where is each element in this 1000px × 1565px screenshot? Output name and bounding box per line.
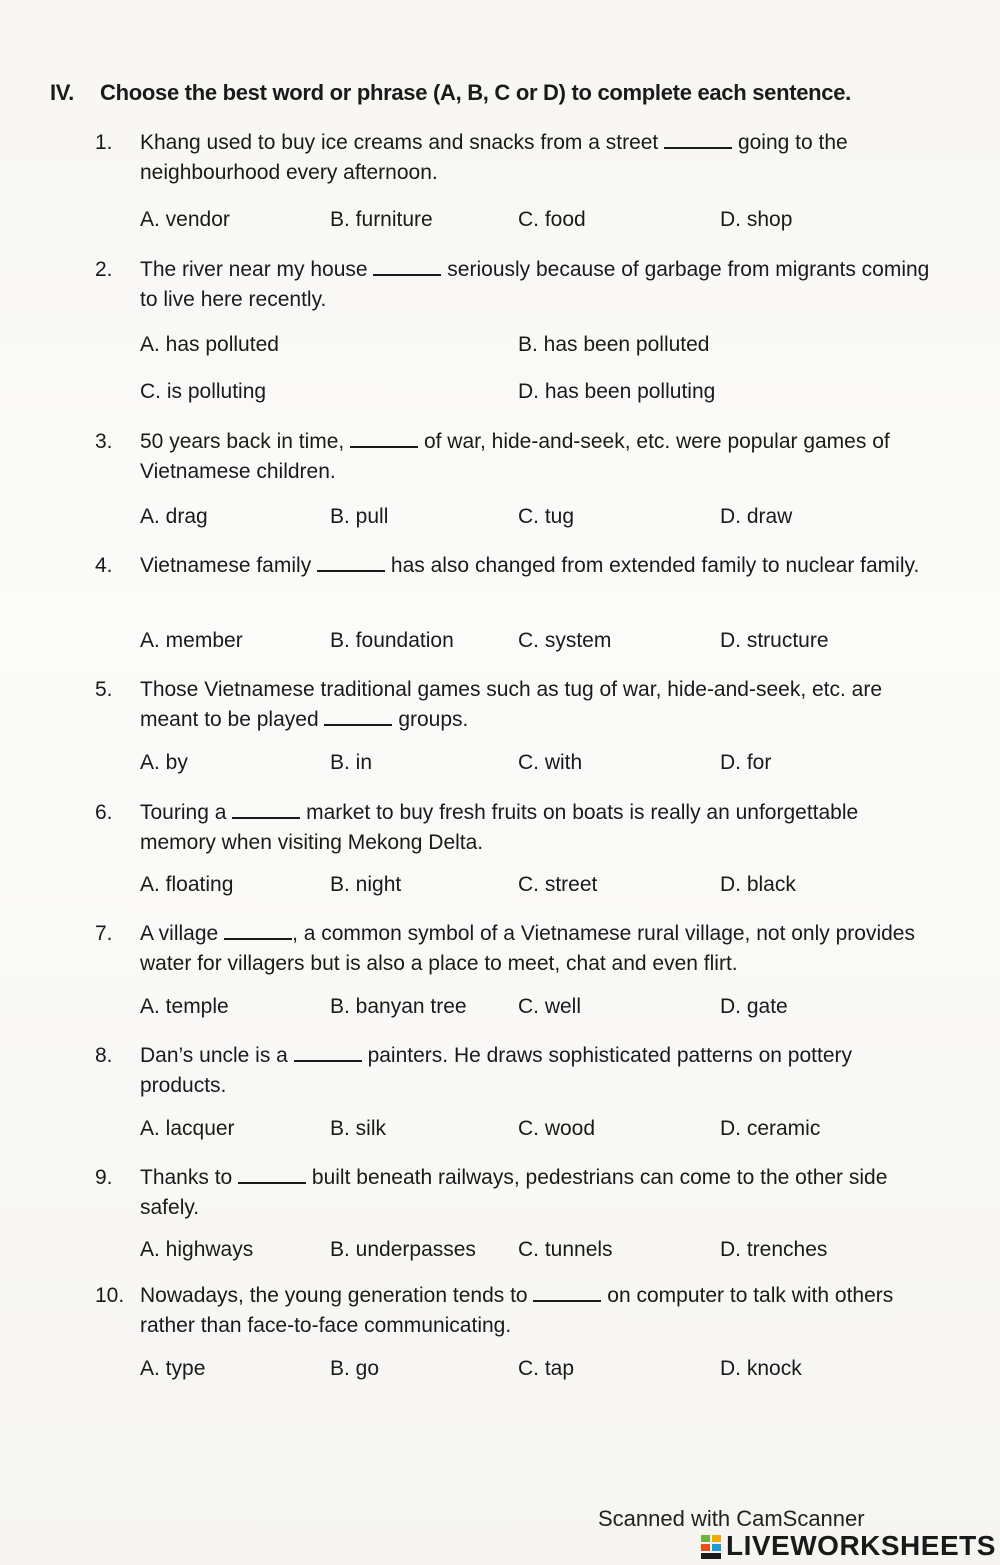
question-text: The river near my house bbox=[140, 258, 368, 281]
option-d[interactable]: D. ceramic bbox=[720, 1117, 821, 1140]
answer-blank[interactable] bbox=[324, 710, 392, 726]
question-text: of war, hide-and-seek, etc. were popular games of Vietnamese children. bbox=[140, 430, 890, 483]
question-text: Touring a bbox=[140, 801, 227, 824]
question-number: 9. bbox=[95, 1166, 113, 1189]
question-text: groups. bbox=[398, 708, 469, 731]
section-heading bbox=[50, 80, 851, 106]
option-b[interactable]: B. furniture bbox=[330, 208, 433, 231]
question-10 bbox=[95, 1281, 935, 1337]
question-text: , a common symbol of a Vietnamese rural village, not only provides water for villagers but is also a place to meet, chat and even flirt. bbox=[140, 922, 915, 975]
option-b[interactable]: B. silk bbox=[330, 1117, 387, 1140]
option-b[interactable]: B. pull bbox=[330, 505, 389, 528]
answer-blank[interactable] bbox=[664, 133, 732, 149]
question-9 bbox=[95, 1163, 935, 1219]
question-6 bbox=[95, 798, 935, 854]
question-text: seriously because of garbage from migrants coming to live here recently. bbox=[140, 258, 930, 311]
option-c[interactable]: C. with bbox=[518, 751, 583, 774]
option-c[interactable]: C. is polluting bbox=[140, 380, 267, 403]
answer-blank[interactable] bbox=[533, 1286, 601, 1302]
option-a[interactable]: A. has polluted bbox=[140, 333, 279, 356]
brand-wordmark[interactable] bbox=[700, 1530, 996, 1562]
question-text: going to the neighbourhood every afternoon. bbox=[140, 131, 848, 184]
option-c[interactable]: C. tug bbox=[518, 505, 575, 528]
option-a[interactable]: A. lacquer bbox=[140, 1117, 235, 1140]
question-text: market to buy fresh fruits on boats is really an unforgettable memory when visiting Mekong Delta. bbox=[140, 801, 859, 854]
option-a[interactable]: A. member bbox=[140, 629, 243, 652]
option-d[interactable]: D. trenches bbox=[720, 1238, 828, 1261]
question-text: painters. He draws sophisticated patterns on pottery products. bbox=[140, 1044, 852, 1097]
option-b[interactable]: B. go bbox=[330, 1357, 380, 1380]
option-c[interactable]: C. wood bbox=[518, 1117, 596, 1140]
option-d[interactable]: D. knock bbox=[720, 1357, 802, 1380]
question-text: on computer to talk with others rather than face-to-face communicating. bbox=[140, 1284, 894, 1337]
question-3 bbox=[95, 427, 935, 483]
question-text: Nowadays, the young generation tends to bbox=[140, 1284, 528, 1307]
question-text: 50 years back in time, bbox=[140, 430, 345, 453]
option-c[interactable]: C. tap bbox=[518, 1357, 575, 1380]
option-a[interactable]: A. temple bbox=[140, 995, 229, 1018]
option-c[interactable]: C. well bbox=[518, 995, 582, 1018]
question-text: Dan’s uncle is a bbox=[140, 1044, 288, 1067]
option-d[interactable]: D. shop bbox=[720, 208, 793, 231]
question-text: Those Vietnamese traditional games such as tug of war, hide-and-seek, etc. are meant to be played bbox=[140, 678, 883, 731]
option-d[interactable]: D. structure bbox=[720, 629, 829, 652]
option-b[interactable]: B. night bbox=[330, 873, 402, 896]
option-c[interactable]: C. tunnels bbox=[518, 1238, 613, 1261]
question-number: 3. bbox=[95, 430, 113, 453]
question-text: Vietnamese family bbox=[140, 554, 312, 577]
option-c[interactable]: C. food bbox=[518, 208, 586, 231]
question-number: 6. bbox=[95, 801, 113, 824]
option-b[interactable]: B. foundation bbox=[330, 629, 454, 652]
option-c[interactable]: C. system bbox=[518, 629, 612, 652]
option-b[interactable]: B. banyan tree bbox=[330, 995, 467, 1018]
question-text: has also changed from extended family to nuclear family. bbox=[390, 554, 920, 577]
option-a[interactable]: A. drag bbox=[140, 505, 208, 528]
answer-blank[interactable] bbox=[317, 556, 385, 572]
answer-blank[interactable] bbox=[373, 260, 441, 276]
option-a[interactable]: A. by bbox=[140, 751, 188, 774]
option-b[interactable]: B. underpasses bbox=[330, 1238, 476, 1261]
question-2 bbox=[95, 255, 935, 311]
question-number: 2. bbox=[95, 258, 113, 281]
option-a[interactable]: A. type bbox=[140, 1357, 206, 1380]
question-5 bbox=[95, 675, 935, 731]
option-d[interactable]: D. black bbox=[720, 873, 796, 896]
option-d[interactable]: D. gate bbox=[720, 995, 788, 1018]
question-number: 7. bbox=[95, 922, 113, 945]
question-number: 4. bbox=[95, 554, 113, 577]
section-instruction: Choose the best word or phrase (A, B, C or D) to complete each sentence. bbox=[100, 80, 851, 105]
option-a[interactable]: A. floating bbox=[140, 873, 234, 896]
option-b[interactable]: B. in bbox=[330, 751, 373, 774]
question-text: Thanks to bbox=[140, 1166, 233, 1189]
question-4 bbox=[95, 551, 935, 581]
option-d[interactable]: D. has been polluting bbox=[518, 380, 716, 403]
brand-text: LIVEWORKSHEETS bbox=[726, 1530, 996, 1561]
scanner-watermark: Scanned with CamScanner bbox=[598, 1506, 865, 1531]
answer-blank[interactable] bbox=[238, 1168, 306, 1184]
question-7 bbox=[95, 919, 935, 975]
question-number: 10. bbox=[95, 1284, 125, 1307]
option-c[interactable]: C. street bbox=[518, 873, 598, 896]
option-d[interactable]: D. draw bbox=[720, 505, 793, 528]
question-8 bbox=[95, 1041, 935, 1097]
question-text: built beneath railways, pedestrians can come to the other side safely. bbox=[140, 1166, 888, 1219]
question-number: 8. bbox=[95, 1044, 113, 1067]
option-a[interactable]: A. highways bbox=[140, 1238, 254, 1261]
answer-blank[interactable] bbox=[294, 1046, 362, 1062]
option-a[interactable]: A. vendor bbox=[140, 208, 230, 231]
section-number: IV. bbox=[50, 80, 74, 105]
question-number: 1. bbox=[95, 131, 113, 154]
question-text: Khang used to buy ice creams and snacks from a street bbox=[140, 131, 659, 154]
answer-blank[interactable] bbox=[350, 432, 418, 448]
question-number: 5. bbox=[95, 678, 113, 701]
option-d[interactable]: D. for bbox=[720, 751, 772, 774]
answer-blank[interactable] bbox=[232, 803, 300, 819]
question-1 bbox=[95, 128, 935, 184]
option-b[interactable]: B. has been polluted bbox=[518, 333, 710, 356]
question-text: A village bbox=[140, 922, 219, 945]
answer-blank[interactable] bbox=[224, 924, 292, 940]
